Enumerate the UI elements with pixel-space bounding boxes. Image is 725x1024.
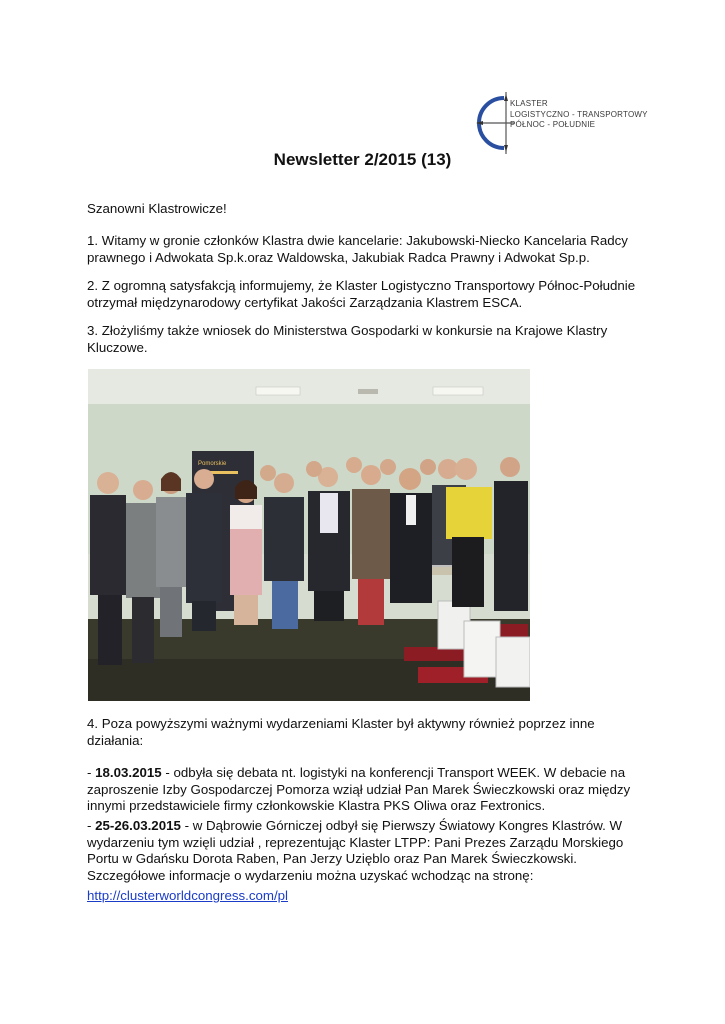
cluster-logo (474, 92, 654, 154)
link-line (87, 888, 647, 905)
event-1-prefix: - (87, 765, 96, 780)
newsletter-title: Newsletter 2/2015 (13) (273, 150, 452, 169)
item-3: 3. Złożyliśmy także wniosek do Ministerstwa Gospodarki w konkursie na Krajowe Klastry Kluczowe. (87, 323, 608, 355)
event-2-prefix: - (87, 818, 96, 833)
item-2: 2. Z ogromną satysfakcją informujemy, że Klaster Logistyczno Transportowy Północ-Południe otrzymał międzynarodowy certyfikat Jakości Zarządzania Klastrem ESCA. (87, 278, 636, 310)
event-2 (87, 818, 647, 884)
item-1: 1. Witamy w gronie członków Klastra dwie kancelarie: Jakubowski-Niecko Kancelaria Radcy prawnego i Adwokata Sp.k.oraz Waldowska, Jakubiak Radca Prawny i Adwokat Sp.p. (87, 233, 628, 265)
event-2-text: - w Dąbrowie Górniczej odbył się Pierwszy Światowy Kongres Klastrów. W wydarzeniu tym wzięli udział , reprezentując Klaster LTPP: Pani Prezes Zarządu Morskiego Portu w Gdańsku Dorota Raben, Pan Jerzy Uzięblo oraz Pan Marek Świeczkowski. Szczegółowe informacje o wydarzeniu można uzyskać wchodząc na stronę: (87, 818, 624, 883)
item-4: 4. Poza powyższymi ważnymi wydarzeniami Klaster był aktywny również poprzez inne działania: (87, 716, 595, 748)
group-photo (88, 369, 530, 701)
logo-line-2: LOGISTYCZNO - TRANSPORTOWY (510, 109, 648, 119)
congress-link[interactable]: http://clusterworldcongress.com/pl (87, 888, 289, 903)
compass-logo-icon (474, 92, 514, 154)
logo-line-1: KLASTER (510, 99, 548, 108)
logo-line-3: PÓŁNOC - POŁUDNIE (510, 120, 596, 129)
greeting: Szanowni Klastrowicze! (87, 201, 227, 216)
event-1 (87, 765, 647, 815)
event-1-text: - odbyła się debata nt. logistyki na konferencji Transport WEEK. W debacie na zaproszenie Izby Gospodarczej Pomorza wziął udział Pan Marek Świeczkowski oraz między innymi przedstawiciele firmy członkowskie Klastra PKS Oliwa oraz Fextronics. (87, 765, 631, 813)
banner-text: Pomorskie (198, 461, 227, 467)
logo-text (510, 99, 648, 131)
event-1-date: 18.03.2015 (95, 765, 162, 780)
event-2-date: 25-26.03.2015 (95, 818, 181, 833)
